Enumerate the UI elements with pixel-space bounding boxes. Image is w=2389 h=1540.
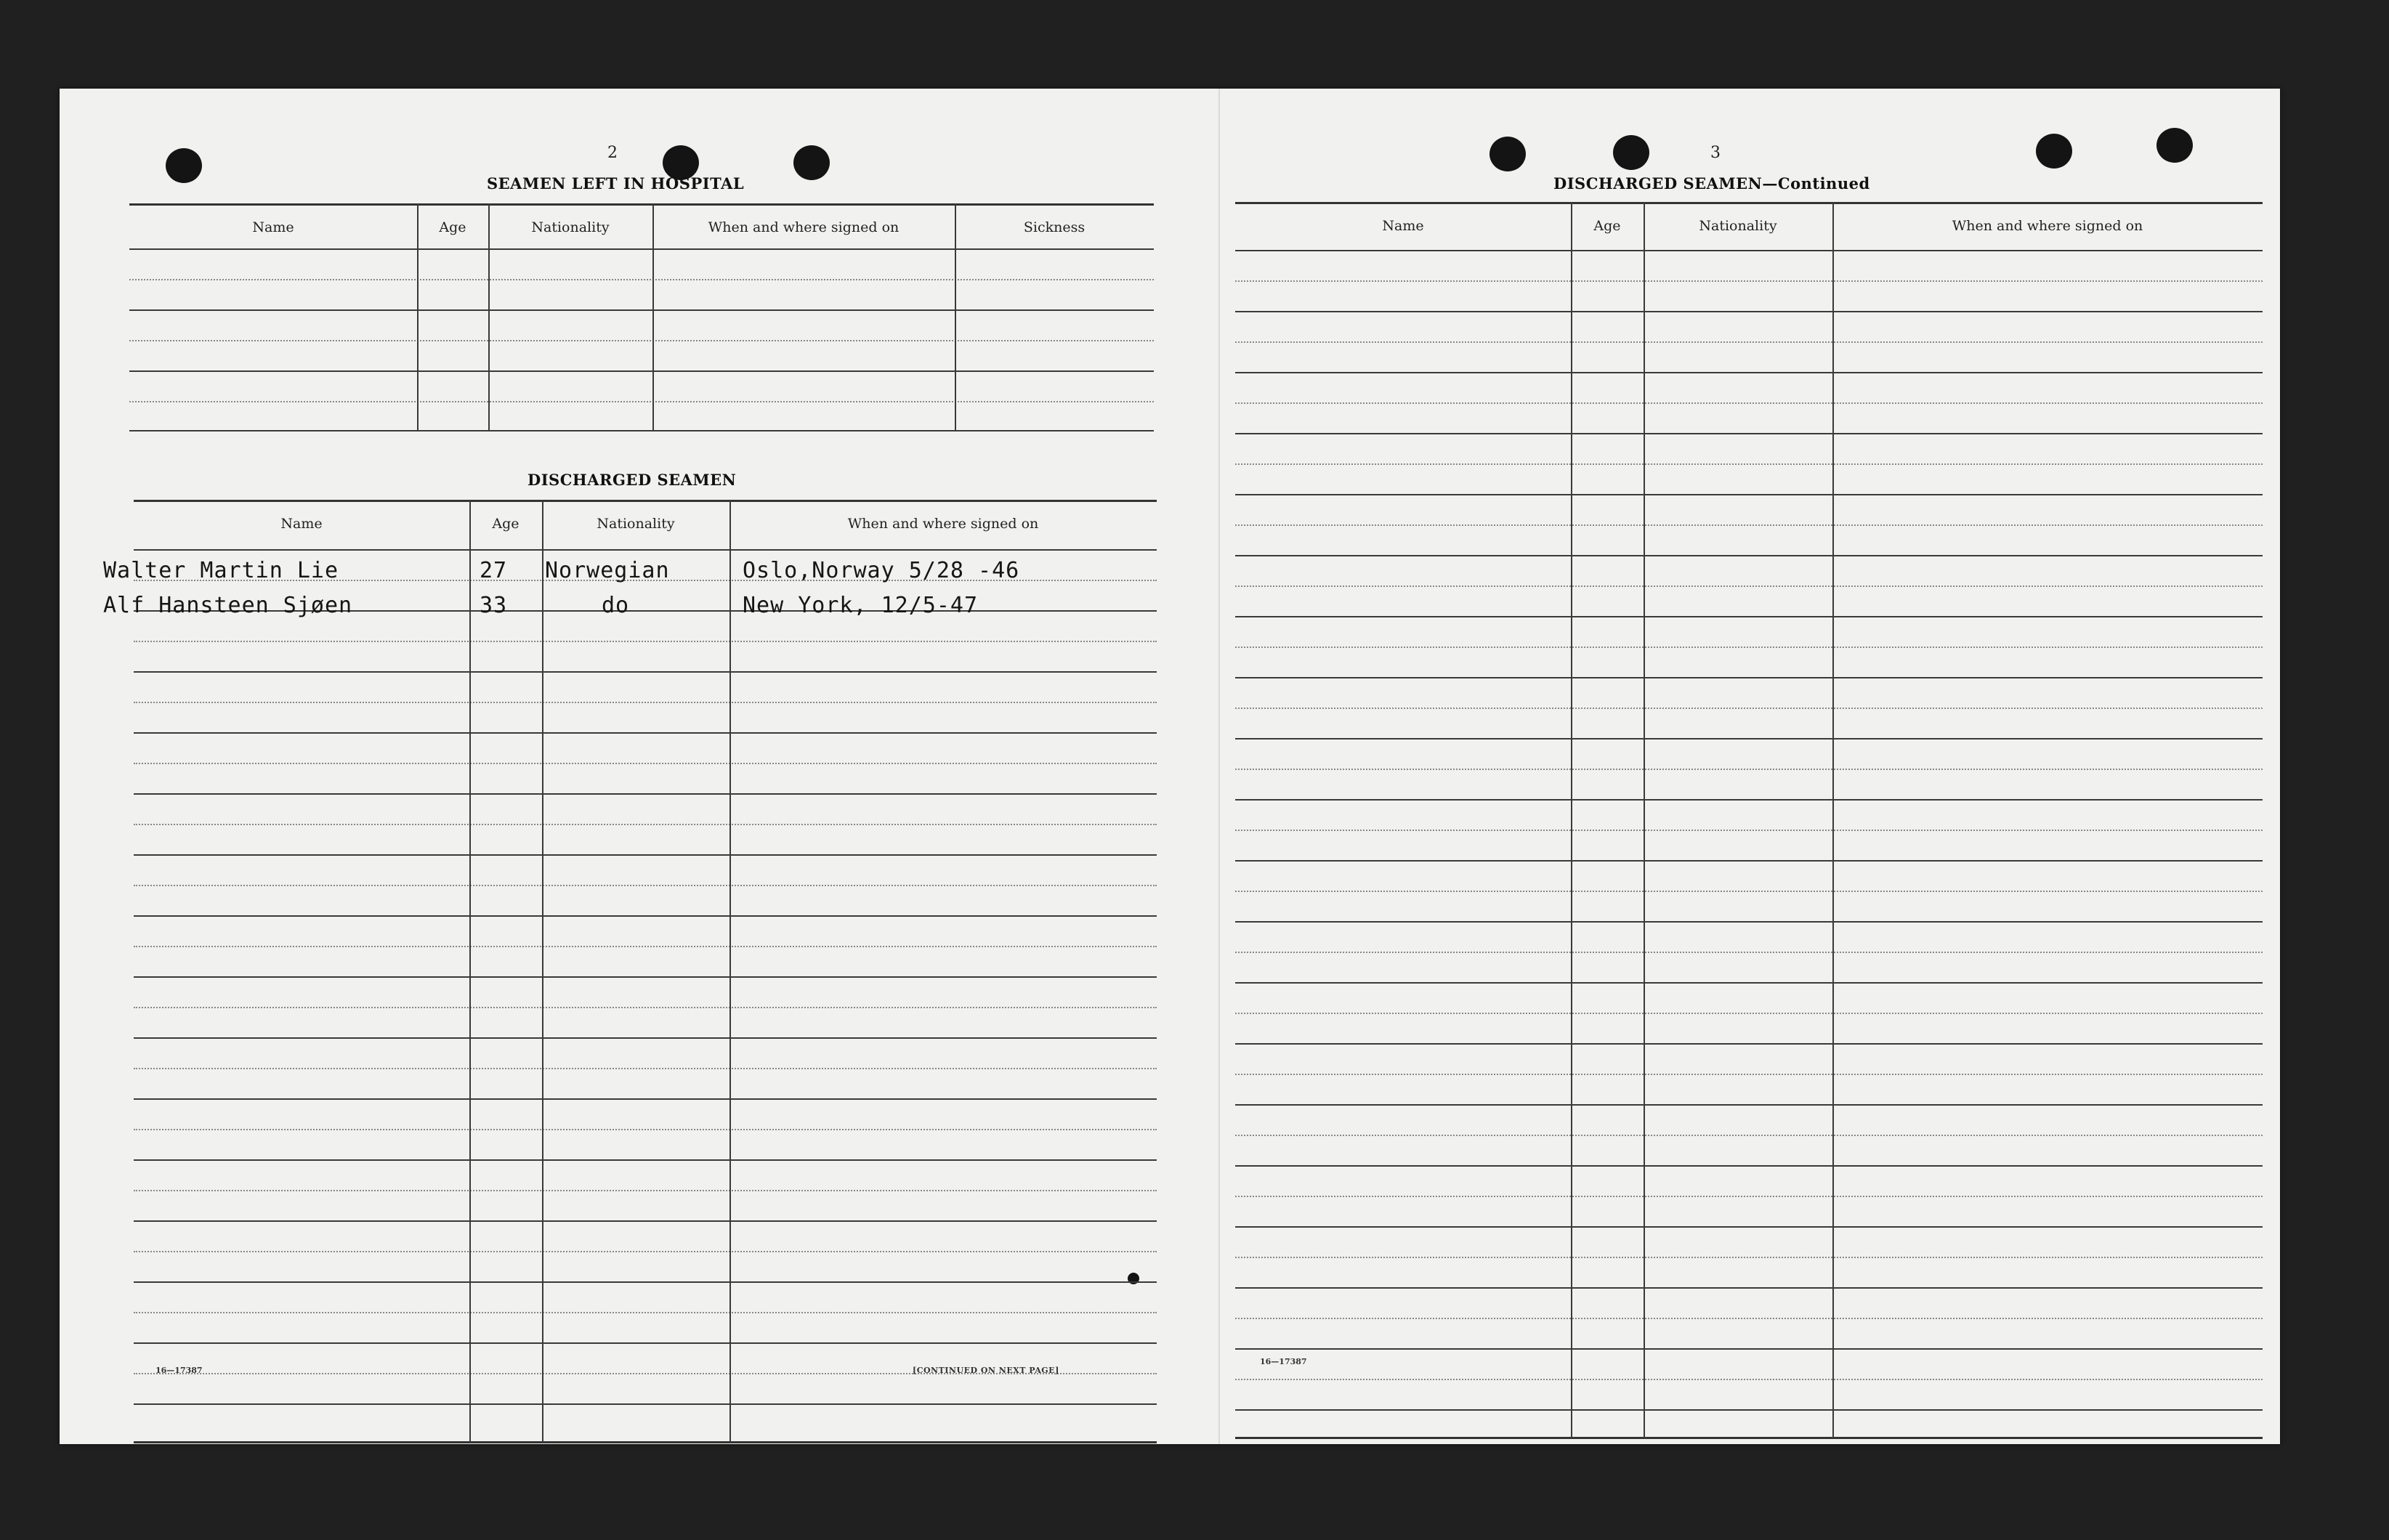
page-number: 2 — [607, 144, 618, 162]
column-header-sickness: Sickness — [1023, 219, 1086, 235]
table-row-2-nationality: do — [602, 593, 630, 618]
page-fold — [1218, 89, 1220, 1444]
document-sheet — [60, 89, 2280, 1444]
column-header-age: Age — [439, 219, 466, 235]
column-header-name: Name — [1382, 218, 1424, 234]
discharged-continued-title: DISCHARGED SEAMEN—Continued — [1553, 174, 1870, 192]
punch-hole — [793, 145, 830, 180]
column-header-nationality: Nationality — [1699, 218, 1777, 234]
table-row-1-name: Walter Martin Lie — [103, 558, 339, 583]
punch-hole — [166, 148, 202, 183]
column-header-age: Age — [492, 516, 520, 532]
column-header-name: Name — [252, 219, 294, 235]
column-header-name: Name — [280, 516, 323, 532]
punch-hole — [1613, 135, 1649, 170]
table-row-2-name: Alf Hansteen Sjøen — [103, 593, 353, 618]
column-header-nationality: Nationality — [597, 516, 675, 532]
table-row-1-age: 27 — [480, 558, 508, 583]
column-header-signed-on: When and where signed on — [708, 219, 900, 235]
punch-hole — [2036, 134, 2072, 169]
form-number: 16—17387 — [1260, 1357, 1307, 1366]
form-number: 16—17387 — [155, 1366, 203, 1375]
discharged-continued-table — [1235, 202, 2263, 1446]
continued-note: [CONTINUED ON NEXT PAGE] — [913, 1366, 1059, 1375]
table-row-2-signed-on: New York, 12/5-47 — [743, 593, 979, 618]
column-header-signed-on: When and where signed on — [1952, 218, 2143, 234]
discharged-table — [134, 500, 1157, 1451]
discharged-section-title: DISCHARGED SEAMEN — [527, 471, 737, 489]
column-header-age: Age — [1593, 218, 1621, 234]
table-row-1-nationality: Norwegian — [545, 558, 670, 583]
punch-hole — [1489, 137, 1526, 171]
column-header-signed-on: When and where signed on — [847, 516, 1039, 532]
hospital-table — [129, 203, 1154, 436]
page-number: 3 — [1710, 144, 1721, 162]
table-row-2-age: 33 — [480, 593, 508, 618]
column-header-nationality: Nationality — [531, 219, 610, 235]
hospital-section-title: SEAMEN LEFT IN HOSPITAL — [487, 174, 745, 192]
table-row-1-signed-on: Oslo,Norway 5/28 -46 — [743, 558, 1020, 583]
punch-hole — [2156, 128, 2193, 163]
